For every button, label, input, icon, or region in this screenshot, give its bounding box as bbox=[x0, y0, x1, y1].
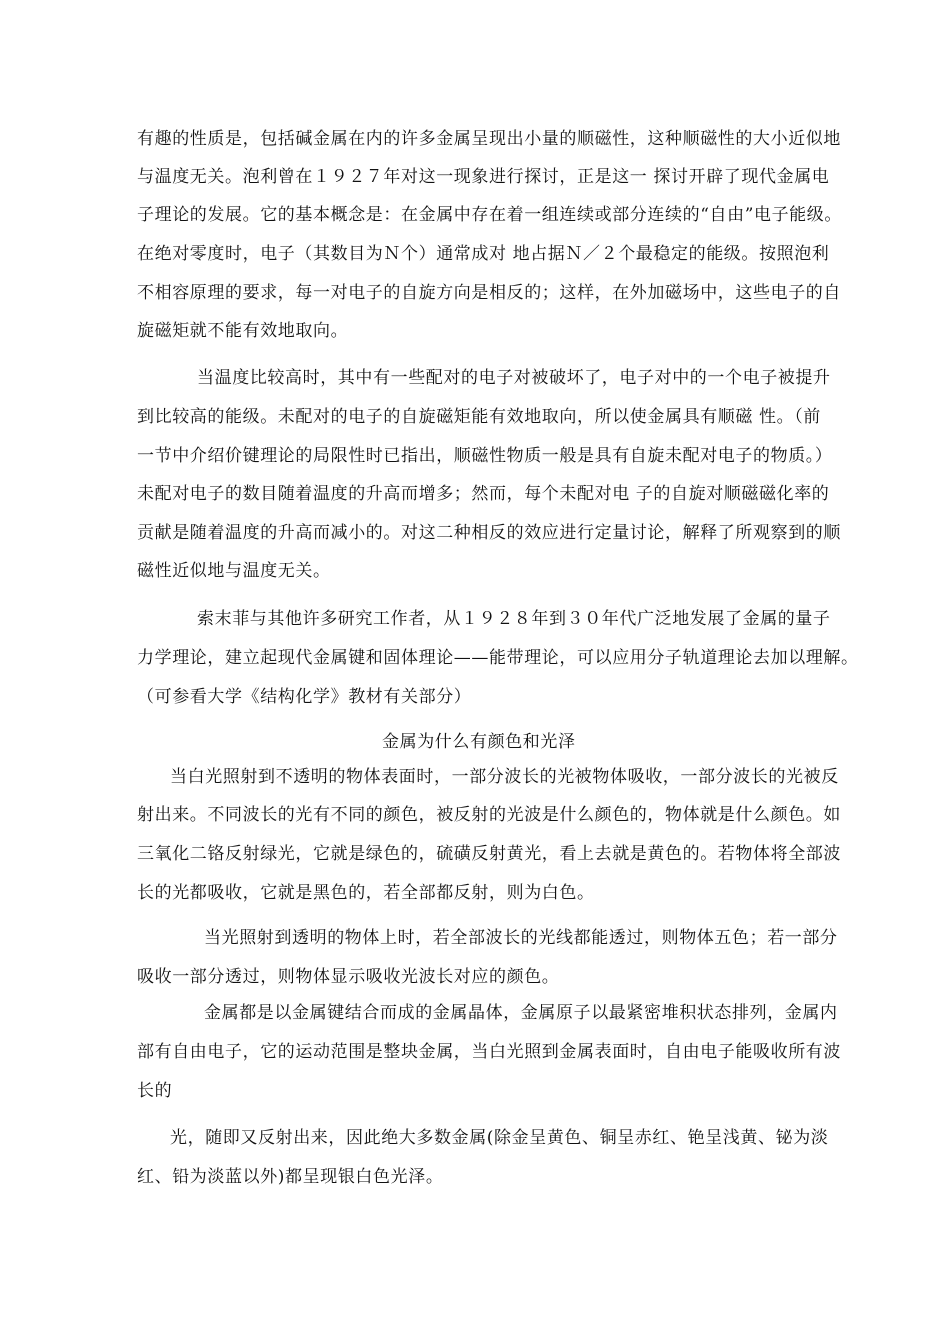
text-line: 磁性近似地与温度无关。 bbox=[137, 561, 331, 581]
text-line: 当温度比较高时，其中有一些配对的电子对被破坏了，电子对中的一个电子被提升 bbox=[197, 368, 831, 388]
text-line: 索末菲与其他许多研究工作者，从１９２８年到３０年代广泛地发展了金属的量子 bbox=[197, 609, 831, 629]
text-line: 长的 bbox=[137, 1081, 173, 1101]
text-line: 光，随即又反射出来，因此绝大多数金属(除金呈黄色、铜呈赤红、铯呈浅黄、铋为淡 bbox=[170, 1128, 829, 1148]
text-line: 长的光都吸收，它就是黑色的，若全部都反射，则为白色。 bbox=[137, 883, 595, 903]
text-line: 子理论的发展。它的基本概念是：在金属中存在着一组连续或部分连续的“自由”电子能级。 bbox=[137, 205, 842, 225]
text-line: 与温度无关。泡利曾在１９２７年对这一现象进行探讨，正是这一 探讨开辟了现代金属电 bbox=[137, 167, 830, 187]
text-line: 红、铅为淡蓝以外)都呈现银白色光泽。 bbox=[137, 1167, 444, 1187]
text-line: 一节中介绍价键理论的局限性时已指出，顺磁性物质一般是具有自旋未配对电子的物质。） bbox=[137, 446, 833, 466]
text-line: 三氧化二铬反射绿光，它就是绿色的，硫磺反射黄光，看上去就是黄色的。若物体将全部波 bbox=[137, 844, 841, 864]
text-line: 在绝对零度时，电子（其数目为Ｎ个）通常成对 地占据Ｎ／２个最稳定的能级。按照泡利 bbox=[137, 244, 830, 264]
text-line: 当光照射到透明的物体上时，若全部波长的光线都能透过，则物体五色；若一部分 bbox=[204, 928, 838, 948]
text-line: 射出来。不同波长的光有不同的颜色，被反射的光波是什么颜色的，物体就是什么颜色。如 bbox=[137, 805, 841, 825]
text-line: 到比较高的能级。未配对的电子的自旋磁矩能有效地取向，所以使金属具有顺磁 性。（前 bbox=[137, 407, 821, 427]
text-line: 贡献是随着温度的升高而减小的。对这二种相反的效应进行定量讨论，解释了所观察到的顺 bbox=[137, 523, 841, 543]
text-line: 未配对电子的数目随着温度的升高而增多；然而，每个未配对电 子的自旋对顺磁磁化率的 bbox=[137, 484, 830, 504]
text-line: 部有自由电子，它的运动范围是整块金属，当白光照到金属表面时，自由电子能吸收所有波 bbox=[137, 1042, 841, 1062]
text-line: 金属都是以金属键结合而成的金属晶体，金属原子以最紧密堆积状态排列，金属内 bbox=[204, 1003, 838, 1023]
text-line: 力学理论，建立起现代金属键和固体理论——能带理论，可以应用分子轨道理论去加以理解。 bbox=[137, 648, 859, 668]
text-line: （可参看大学《结构化学》教材有关部分） bbox=[137, 687, 472, 707]
text-line: 有趣的性质是，包括碱金属在内的许多金属呈现出小量的顺磁性，这种顺磁性的大小近似地 bbox=[137, 129, 841, 149]
text-line: 不相容原理的要求，每一对电子的自旋方向是相反的；这样，在外加磁场中，这些电子的自 bbox=[137, 283, 841, 303]
text-line: 吸收一部分透过，则物体显示吸收光波长对应的颜色。 bbox=[137, 967, 560, 987]
section-title: 金属为什么有颜色和光泽 bbox=[382, 732, 576, 752]
text-line: 当白光照射到不透明的物体表面时，一部分波长的光被物体吸收，一部分波长的光被反 bbox=[170, 767, 839, 787]
text-line: 旋磁矩就不能有效地取向。 bbox=[137, 321, 349, 341]
